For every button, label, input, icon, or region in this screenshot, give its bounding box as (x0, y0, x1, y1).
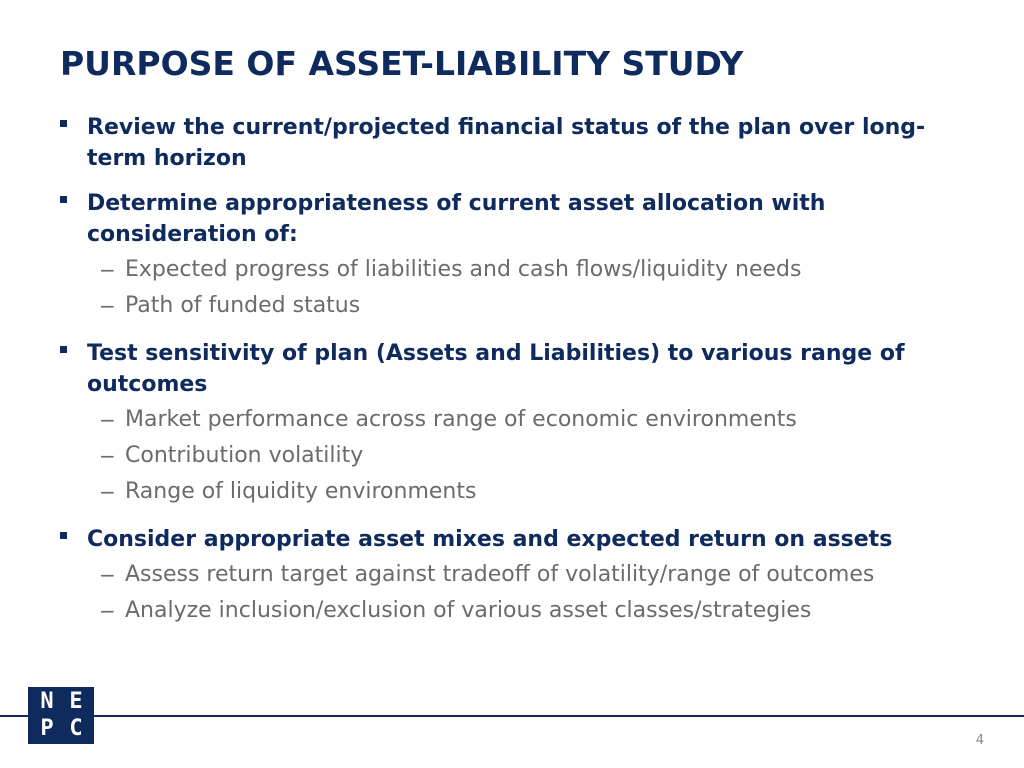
nepc-logo-icon (28, 687, 94, 744)
square-bullet-icon (60, 346, 67, 353)
sub-item (87, 288, 960, 324)
logo-letter: E (69, 689, 83, 714)
bullet-list (60, 112, 960, 643)
sub-item-text: Path of funded status (125, 293, 361, 318)
sub-item-text: Range of liquidity environments (125, 479, 477, 504)
dash-icon: − (99, 408, 116, 432)
footer-divider (0, 715, 1024, 717)
slide-title: PURPOSE OF ASSET-LIABILITY STUDY (60, 44, 744, 83)
dash-icon: − (99, 258, 116, 282)
dash-icon: − (99, 294, 116, 318)
bullet-item (60, 338, 960, 510)
bullet-text: Consider appropriate asset mixes and expected return on assets (87, 527, 893, 552)
dash-icon: − (99, 563, 116, 587)
square-bullet-icon (60, 532, 67, 539)
sub-item-text: Assess return target against tradeoff of volatility/range of outcomes (125, 562, 875, 587)
dash-icon: − (99, 444, 116, 468)
sub-item (87, 593, 960, 629)
sub-item-text: Contribution volatility (125, 443, 364, 468)
square-bullet-icon (60, 196, 67, 203)
bullet-text: Review the current/projected financial status of the plan over long-term horizon (87, 115, 926, 171)
sub-item-text: Expected progress of liabilities and cash flows/liquidity needs (125, 257, 802, 282)
sub-item-text: Market performance across range of economic environments (125, 407, 797, 432)
sub-list (87, 557, 960, 629)
square-bullet-icon (60, 120, 67, 127)
bullet-text: Test sensitivity of plan (Assets and Liabilities) to various range of outcomes (87, 341, 905, 397)
page-number: 4 (975, 733, 984, 748)
logo-letter: N (40, 689, 54, 714)
sub-item-text: Analyze inclusion/exclusion of various asset classes/strategies (125, 598, 812, 623)
sub-item (87, 402, 960, 438)
sub-list (87, 402, 960, 510)
dash-icon: − (99, 480, 116, 504)
bullet-item (60, 112, 960, 174)
sub-list (87, 252, 960, 324)
logo-letter: P (40, 716, 54, 741)
sub-item (87, 252, 960, 288)
bullet-item (60, 188, 960, 324)
dash-icon: − (99, 599, 116, 623)
bullet-item (60, 524, 960, 629)
sub-item (87, 438, 960, 474)
logo-letter: C (69, 716, 83, 741)
sub-item (87, 474, 960, 510)
sub-item (87, 557, 960, 593)
bullet-text: Determine appropriateness of current asset allocation with consideration of: (87, 191, 826, 247)
